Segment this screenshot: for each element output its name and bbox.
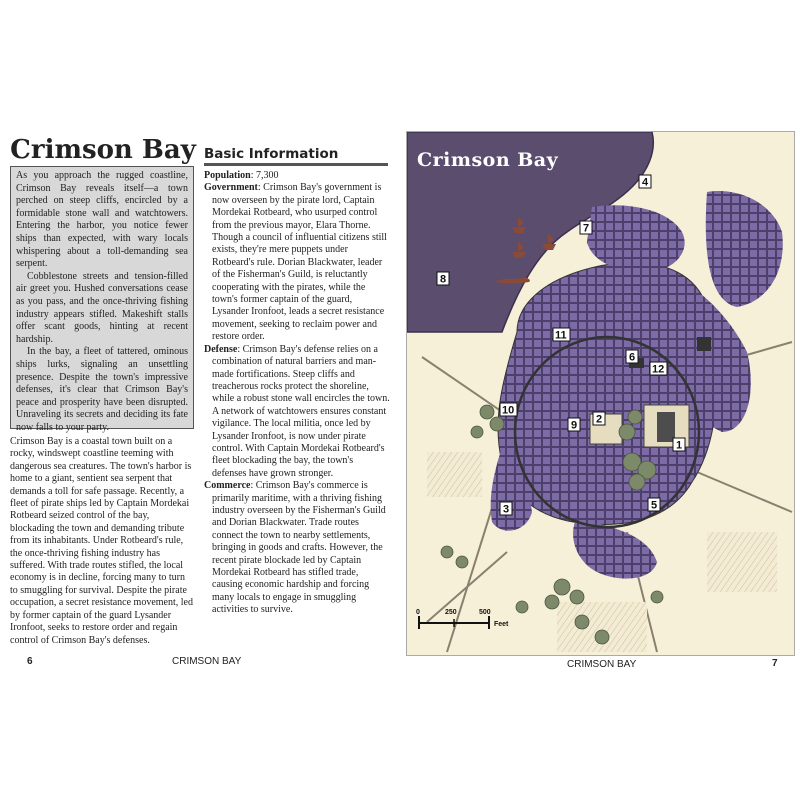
info-commerce — [204, 480, 390, 616]
running-head-left: CRIMSON BAY — [172, 656, 242, 667]
info-label: Government — [204, 182, 258, 194]
map-title: Crimson Bay — [417, 149, 559, 171]
svg-text:1: 1 — [676, 439, 683, 452]
running-head-right: CRIMSON BAY — [567, 659, 637, 670]
svg-text:7: 7 — [583, 222, 590, 235]
map-marker[interactable] — [437, 272, 449, 286]
info-label: Commerce — [204, 480, 251, 492]
svg-text:2: 2 — [596, 413, 603, 426]
map-marker[interactable] — [553, 328, 570, 342]
title-block — [10, 135, 196, 165]
svg-text:3: 3 — [503, 503, 510, 516]
boxed-paragraph: As you approach the rugged coastline, Crimson Bay reveals itself—a town perched on steep cliffs, encircled by a formidable stone wall and watchtowers. Entering the harbor, you notice fewer ships than expected, with wary locals whispering about a toll-demanding sea serpent. — [16, 170, 188, 270]
svg-text:6: 6 — [629, 351, 636, 364]
left-page — [0, 130, 400, 672]
scale-label: 250 — [445, 609, 457, 616]
basic-info — [204, 170, 390, 617]
body-paragraph: Crimson Bay is a coastal town built on a rocky, windswept coastline teeming with dangerous sea creatures. The town's harbor is home to a giant, sentient sea serpent that demands a toll for safe passage. Recently, a fleet of pirate ships led by Captain Mordekai Rotbeard seized control of the bay, blockading the town and demanding tribute from its inhabitants. Under Rotbeard's rule, the once-thriving fishing industry has suffered. With trade routes stifled, the local economy is in decline, forcing many to turn to smuggling for survival. Despite the pirate occupation, a secret resistance movement, led by former captain of the guard Lysander Ironfoot, seeks to restore order and regain control of Crimson Bay's defenses. — [10, 436, 193, 646]
map-marker[interactable] — [568, 418, 580, 432]
info-government — [204, 182, 390, 343]
map-marker[interactable] — [639, 175, 651, 189]
svg-text:8: 8 — [440, 273, 447, 286]
svg-text:9: 9 — [571, 419, 578, 432]
map-marker[interactable] — [673, 438, 685, 452]
svg-text:4: 4 — [642, 176, 649, 189]
svg-text:5: 5 — [651, 499, 658, 512]
section-heading: Basic Information — [204, 146, 388, 166]
read-aloud-box — [10, 166, 194, 433]
info-population — [204, 170, 390, 182]
map-marker[interactable] — [500, 403, 517, 417]
info-text: : Crimson Bay's defense relies on a combination of natural barriers and man-made fortifications. Steep cliffs and treacherous rocks protect the shoreline, while a robust stone wall encircles the town. A network of watchtowers ensures constant vigilance. The local militia, once led by Lysander Ironfoot, is now under pirate control. With Captain Mordekai Rotbeard's fleet blockading the bay, the town's defenses have grown stronger. — [212, 343, 390, 479]
page-number-left: 6 — [27, 656, 33, 667]
map-marker[interactable] — [593, 412, 605, 426]
page-title: Crimson Bay — [10, 135, 196, 165]
map-marker[interactable] — [626, 350, 638, 364]
scale-label: 0 — [416, 609, 420, 616]
svg-text:12: 12 — [652, 363, 665, 376]
scale-label: 500 — [479, 609, 491, 616]
town-map — [406, 131, 795, 656]
info-text: : Crimson Bay's commerce is primarily maritime, with a thriving fishing industry overseen by the Fisherman's Guild and Dorian Blackwater. Trade routes connect the town to nearby settlements, bringing in goods and crafts. However, the recent pirate blockade led by Captain Mordekai Rotbeard has stifled trade, causing economic hardship and forcing many locals to engage in smuggling activities to survive. — [212, 480, 386, 616]
info-label: Population — [204, 170, 251, 181]
svg-text:11: 11 — [555, 329, 567, 342]
info-text: : Crimson Bay's government is now overseen by the pirate lord, Captain Mordekai Rotbeard, who usurped control from the previous mayor, Elara Thorne. Though a council of influential citizens still exists, they're mere puppets under Rotbeard's rule. Dorian Blackwater, leader of the Fisherman's Guild, is reluctantly cooperating with the pirates, while the town's former captain of the guard, Lysander Ironfoot, leads a secret resistance movement, seeking to reclaim power and restore order. — [212, 182, 387, 343]
map-marker[interactable] — [500, 502, 512, 516]
map-marker[interactable] — [650, 362, 667, 376]
boxed-paragraph: Cobblestone streets and tension-filled air greet you. Hushed conversations cease as you pass, and the once-thriving fishing industry appears stifled. Makeshift stalls offer scant goods, hinting at recent hardship. — [16, 270, 188, 345]
map-marker[interactable] — [648, 498, 660, 512]
page-number-right: 7 — [772, 658, 778, 669]
scale-unit: Feet — [494, 621, 509, 628]
info-defense — [204, 344, 390, 480]
info-label: Defense — [204, 343, 238, 355]
boxed-paragraph: In the bay, a fleet of tattered, ominous ships lurks, signaling an unsettling presence. Despite the town's impressive defenses, it's clear that Crimson Bay's peace and prosperity have been disrupted. Unraveling its secrets and deciding its fate now falls to your party. — [16, 346, 188, 433]
info-text: : 7,300 — [250, 170, 279, 181]
map-svg — [407, 132, 794, 655]
svg-text:10: 10 — [502, 404, 515, 417]
map-marker[interactable] — [580, 221, 592, 235]
